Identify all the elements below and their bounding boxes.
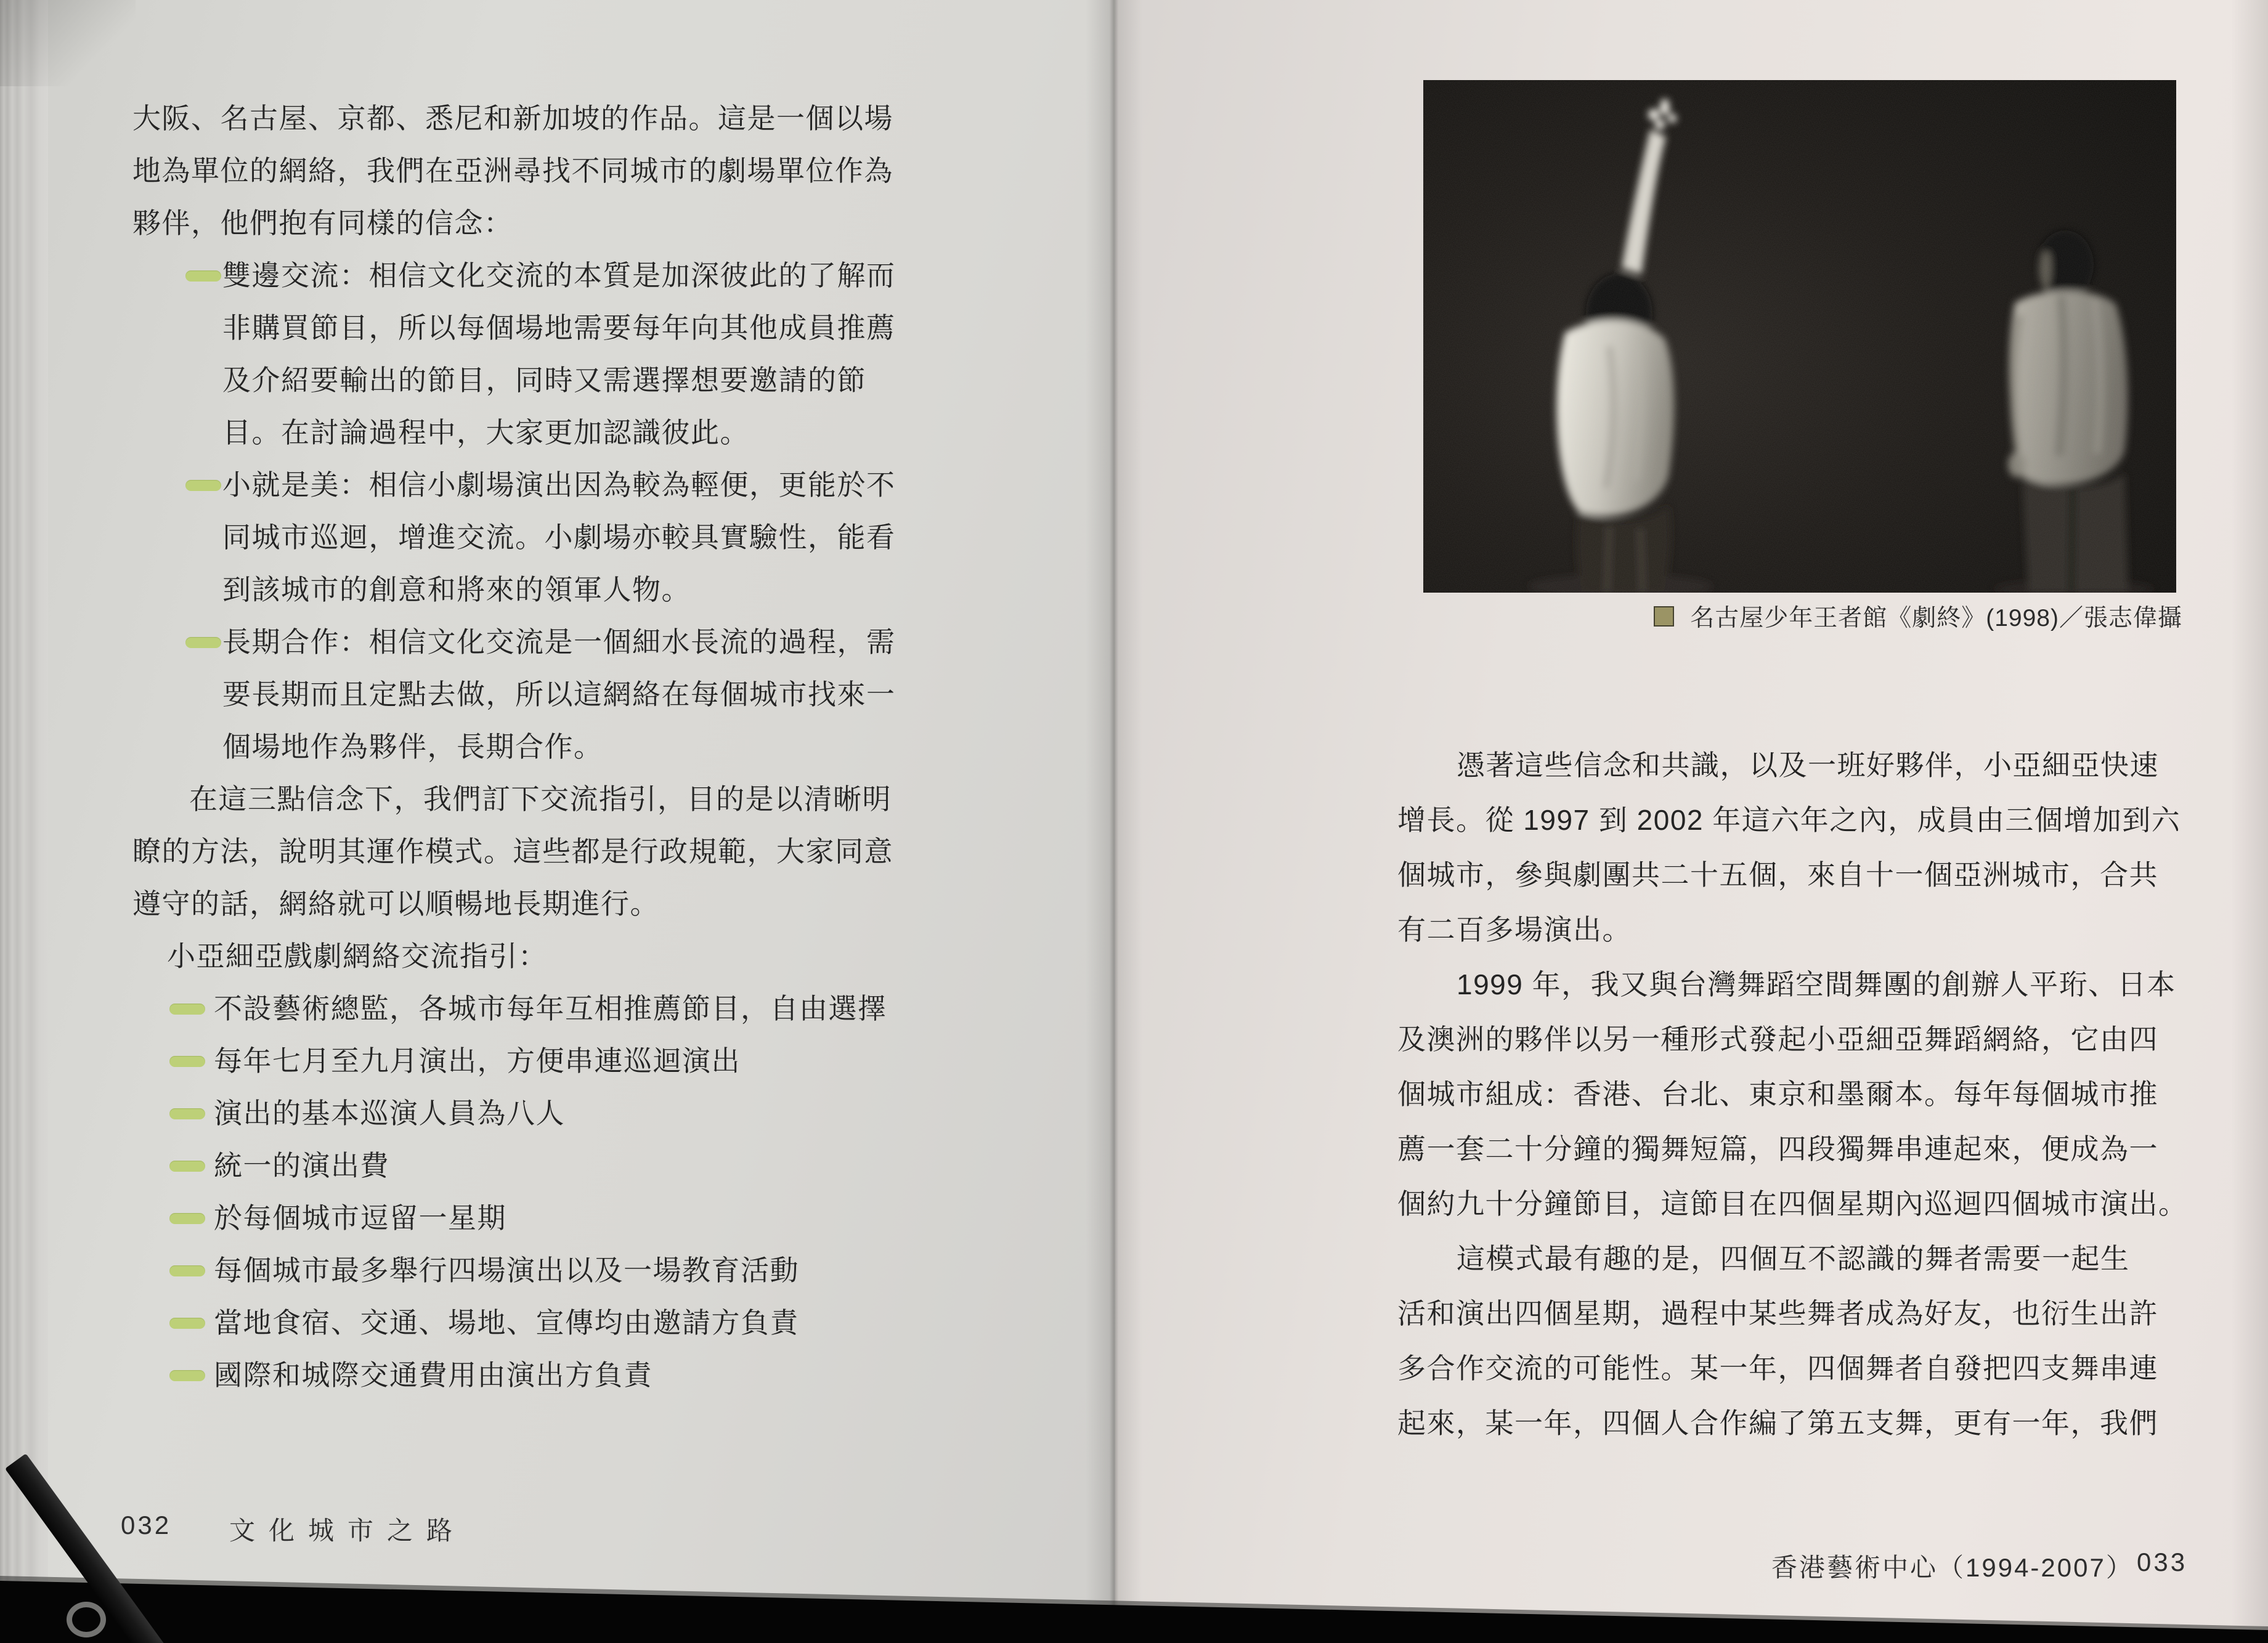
text-line bbox=[1397, 793, 2211, 848]
line-text: 每年七月至九月演出，方便串連巡迴演出 bbox=[214, 1045, 741, 1077]
line-text: 1999 年，我又與台灣舞蹈空間舞團的創辦人平珩、日本 bbox=[1457, 968, 2176, 1000]
text-line bbox=[1397, 957, 2211, 1012]
bullet-dash-icon bbox=[185, 480, 221, 491]
bullet-dash-icon bbox=[169, 1370, 205, 1381]
line-text: 統一的演出費 bbox=[214, 1150, 389, 1182]
text-line bbox=[132, 249, 909, 302]
line-text: 有二百多場演出。 bbox=[1397, 914, 1632, 946]
line-text: 國際和城際交通費用由演出方負責 bbox=[214, 1359, 653, 1391]
text-line bbox=[132, 668, 909, 721]
bullet-dash-icon bbox=[169, 1056, 205, 1067]
line-text: 小就是美：相信小劇場演出因為較為輕便，更能於不 bbox=[222, 469, 896, 501]
line-text: 個約九十分鐘節目，這節目在四個星期內巡迴四個城市演出。 bbox=[1397, 1188, 2188, 1220]
text-line bbox=[1397, 1177, 2211, 1231]
page-number-left: 032 bbox=[121, 1511, 172, 1540]
line-text: 夥伴，他們抱有同樣的信念： bbox=[132, 207, 513, 239]
line-text: 同城市巡迴，增進交流。小劇場亦較具實驗性，能看 bbox=[222, 521, 896, 553]
running-title-left: 文化城市之路 bbox=[229, 1516, 466, 1545]
line-text: 雙邊交流：相信文化交流的本質是加深彼此的了解而 bbox=[222, 259, 896, 291]
corner-shadow bbox=[0, 0, 136, 86]
bullet-dash-icon bbox=[169, 1318, 205, 1329]
line-text: 薦一套二十分鐘的獨舞短篇，四段獨舞串連起來，便成為一 bbox=[1397, 1133, 2158, 1165]
line-text: 個城市，參與劇團共二十五個，來自十一個亞洲城市，合共 bbox=[1397, 859, 2158, 891]
line-text: 大阪、名古屋、京都、悉尼和新加坡的作品。這是一個以場 bbox=[132, 102, 893, 134]
text-line bbox=[1397, 1231, 2211, 1286]
line-text: 這模式最有趣的是，四個互不認識的舞者需要一起生 bbox=[1457, 1243, 2130, 1275]
text-line bbox=[132, 92, 909, 145]
text-line bbox=[132, 616, 909, 668]
stage-photo bbox=[1423, 80, 2176, 593]
text-line bbox=[132, 983, 909, 1035]
line-text: 瞭的方法，說明其運作模式。這些都是行政規範，大家同意 bbox=[132, 835, 893, 867]
text-line bbox=[132, 145, 909, 197]
text-line bbox=[132, 721, 909, 773]
line-text: 不設藝術總監，各城市每年互相推薦節目，自由選擇 bbox=[214, 992, 887, 1024]
line-text: 個場地作為夥伴，長期合作。 bbox=[222, 731, 603, 763]
text-line bbox=[132, 1140, 909, 1192]
bullet-dash-icon bbox=[185, 637, 221, 648]
line-text: 當地食宿、交通、場地、宣傳均由邀請方負責 bbox=[214, 1307, 799, 1339]
line-text: 目。在討論過程中，大家更加認識彼此。 bbox=[222, 416, 749, 448]
book-spine-gutter bbox=[1086, 0, 1142, 1643]
bullet-dash-icon bbox=[169, 1213, 205, 1224]
text-line bbox=[132, 354, 909, 407]
line-text: 到該城市的創意和將來的領軍人物。 bbox=[222, 574, 691, 606]
ring-object bbox=[67, 1602, 106, 1637]
line-text: 及澳洲的夥伴以另一種形式發起小亞細亞舞蹈網絡，它由四 bbox=[1397, 1023, 2158, 1055]
line-text: 憑著這些信念和共識，以及一班好夥伴，小亞細亞快速 bbox=[1457, 749, 2159, 781]
text-line bbox=[132, 1349, 909, 1402]
bullet-dash-icon bbox=[169, 1161, 205, 1172]
line-text: 於每個城市逗留一星期 bbox=[214, 1202, 506, 1234]
right-page-edge-shadow bbox=[2231, 0, 2268, 1643]
text-line bbox=[132, 1087, 909, 1140]
text-line bbox=[132, 1192, 909, 1244]
text-line bbox=[1397, 1122, 2211, 1177]
text-line bbox=[1397, 738, 2211, 793]
text-line bbox=[132, 407, 909, 459]
line-text: 個城市組成：香港、台北、東京和墨爾本。每年每個城市推 bbox=[1397, 1078, 2158, 1110]
text-line bbox=[132, 1035, 909, 1087]
book-page-edges bbox=[0, 0, 48, 1643]
left-text-column bbox=[132, 92, 909, 1402]
line-text: 小亞細亞戲劇網絡交流指引： bbox=[167, 940, 548, 972]
text-line bbox=[132, 930, 909, 983]
text-line bbox=[132, 1244, 909, 1297]
line-text: 演出的基本巡演人員為八人 bbox=[214, 1097, 565, 1129]
text-line bbox=[132, 197, 909, 249]
line-text: 多合作交流的可能性。某一年，四個舞者自發把四支舞串連 bbox=[1397, 1352, 2158, 1384]
right-text-column bbox=[1397, 738, 2211, 1451]
line-text: 地為單位的網絡，我們在亞洲尋找不同城市的劇場單位作為 bbox=[132, 155, 893, 187]
stage-photo-art bbox=[1423, 80, 2176, 593]
bullet-dash-icon bbox=[185, 270, 221, 282]
line-text: 在這三點信念下，我們訂下交流指引，目的是以清晰明 bbox=[189, 783, 892, 815]
photo-caption-text: 名古屋少年王者館《劇終》(1998)／張志偉攝 bbox=[1690, 605, 2182, 631]
text-line bbox=[1397, 1067, 2211, 1122]
bullet-dash-icon bbox=[169, 1004, 205, 1015]
line-text: 每個城市最多舉行四場演出以及一場教育活動 bbox=[214, 1254, 799, 1286]
running-title-right: 香港藝術中心（1994-2007） bbox=[1771, 1553, 2134, 1582]
line-text: 遵守的話，網絡就可以順暢地長期進行。 bbox=[132, 888, 659, 920]
line-text: 非購買節目，所以每個場地需要每年向其他成員推薦 bbox=[222, 312, 896, 344]
text-line bbox=[132, 826, 909, 878]
line-text: 及介紹要輸出的節目，同時又需選擇想要邀請的節 bbox=[222, 364, 866, 396]
bullet-dash-icon bbox=[169, 1265, 205, 1276]
photo-caption bbox=[1423, 599, 2182, 633]
text-line bbox=[132, 773, 909, 826]
line-text: 增長。從 1997 到 2002 年這六年之內，成員由三個增加到六 bbox=[1397, 804, 2181, 836]
line-text: 長期合作：相信文化交流是一個細水長流的過程，需 bbox=[222, 626, 896, 658]
bullet-dash-icon bbox=[169, 1108, 205, 1119]
text-line bbox=[132, 1297, 909, 1349]
text-line bbox=[132, 564, 909, 616]
line-text: 活和演出四個星期，過程中某些舞者成為好友，也衍生出許 bbox=[1397, 1297, 2158, 1329]
text-line bbox=[132, 878, 909, 930]
caption-marker-icon bbox=[1654, 606, 1674, 627]
text-line bbox=[132, 511, 909, 564]
text-line bbox=[1397, 1396, 2211, 1451]
text-line bbox=[1397, 903, 2211, 957]
line-text: 要長期而且定點去做，所以這網絡在每個城市找來一 bbox=[222, 678, 896, 710]
text-line bbox=[132, 459, 909, 511]
text-line bbox=[1397, 1341, 2211, 1396]
text-line bbox=[1397, 1012, 2211, 1067]
text-line bbox=[132, 302, 909, 354]
page-number-right: 033 bbox=[2137, 1548, 2188, 1576]
text-line bbox=[1397, 848, 2211, 903]
line-text: 起來，某一年，四個人合作編了第五支舞，更有一年，我們 bbox=[1397, 1407, 2158, 1439]
text-line bbox=[1397, 1286, 2211, 1341]
